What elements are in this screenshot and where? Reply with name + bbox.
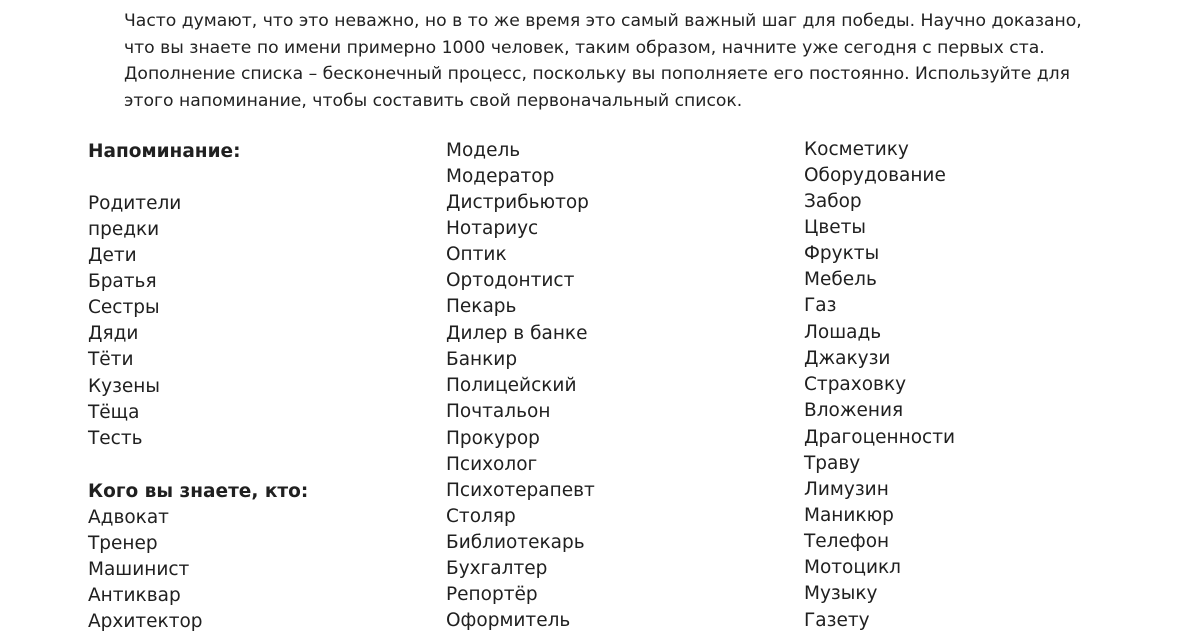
list-item: Маникюр xyxy=(804,505,894,526)
list-item: Цветы xyxy=(804,217,867,238)
list-item: Почтальон xyxy=(446,401,551,422)
list-item: Косметику xyxy=(804,139,909,160)
list-item: Джакузи xyxy=(804,348,891,369)
list-item: Модель xyxy=(446,140,521,161)
list-item: Полицейский xyxy=(446,375,577,396)
list-item: Оборудование xyxy=(804,165,946,186)
list-item: Прокурор xyxy=(446,428,540,449)
reminder-heading: Напоминание: xyxy=(88,141,241,162)
intro-line: Часто думают, что это неважно, но в то же время это самый важный шаг для победы. Научно доказано, xyxy=(124,11,1082,31)
list-item: Модератор xyxy=(446,166,555,187)
list-item: Газ xyxy=(804,295,837,316)
intro-line: этого напоминание, чтобы составить свой первоначальный список. xyxy=(124,90,743,111)
list-item: Мотоцикл xyxy=(804,557,901,578)
list-item: Забор xyxy=(804,191,862,212)
intro-line: Дополнение списка – бесконечный процесс, поскольку вы пополняете его постоянно. Используйте для xyxy=(124,64,1070,84)
list-item: Родители xyxy=(88,193,182,214)
list-item: Бухгалтер xyxy=(446,558,548,579)
list-item: Лошадь xyxy=(804,322,882,343)
intro-paragraph xyxy=(124,8,1144,114)
list-item: Братья xyxy=(88,271,157,292)
list-item: Драгоценности xyxy=(804,427,956,448)
list-item: Телефон xyxy=(804,531,890,552)
list-item: Библиотекарь xyxy=(446,532,585,553)
intro-line: что вы знаете по имени примерно 1000 человек, таким образом, начните уже сегодня с первых ста. xyxy=(124,37,1045,58)
list-item: Ортодонтист xyxy=(446,270,575,291)
list-item: Лимузин xyxy=(804,479,889,500)
list-item: Адвокат xyxy=(88,507,169,528)
list-item: Дистрибьютор xyxy=(446,192,589,213)
list-item: Репортёр xyxy=(446,584,538,605)
list-item: Психотерапевт xyxy=(446,480,595,501)
list-item: Музыку xyxy=(804,583,878,604)
list-item: Столяр xyxy=(446,506,516,527)
list-item: Оптик xyxy=(446,244,507,265)
list-item: Фрукты xyxy=(804,243,880,264)
list-item: Газету xyxy=(804,610,870,631)
who-heading: Кого вы знаете, кто: xyxy=(88,481,309,502)
list-item: Дети xyxy=(88,245,137,266)
list-item: Тёти xyxy=(88,349,134,370)
list-item: Тренер xyxy=(88,533,158,554)
list-item: Дилер в банке xyxy=(446,323,588,344)
list-item: предки xyxy=(88,219,160,240)
list-item: Нотариус xyxy=(446,218,539,239)
list-item: Оформитель xyxy=(446,610,571,631)
list-item: Тесть xyxy=(88,428,143,449)
list-item: Траву xyxy=(804,453,861,474)
list-item: Антиквар xyxy=(88,585,181,606)
list-item: Машинист xyxy=(88,559,190,580)
list-item: Архитектор xyxy=(88,611,203,632)
list-item: Мебель xyxy=(804,269,877,290)
list-item: Сестры xyxy=(88,297,160,318)
list-item: Кузены xyxy=(88,376,161,397)
list-item: Пекарь xyxy=(446,296,517,317)
list-item: Банкир xyxy=(446,349,518,370)
list-item: Дяди xyxy=(88,323,139,344)
list-item: Вложения xyxy=(804,400,904,421)
list-item: Страховку xyxy=(804,374,907,395)
list-item: Психолог xyxy=(446,454,538,475)
list-item: Тёща xyxy=(88,402,140,423)
